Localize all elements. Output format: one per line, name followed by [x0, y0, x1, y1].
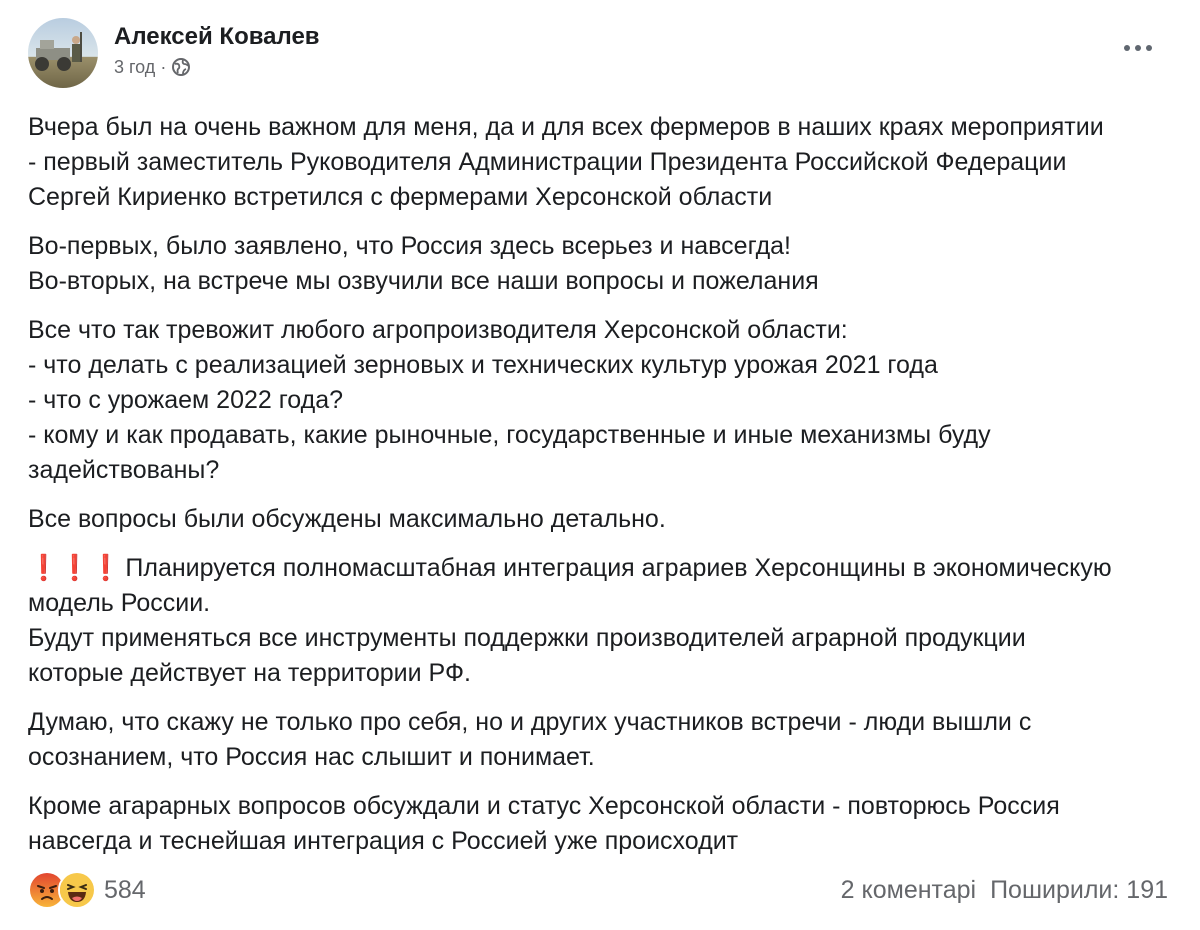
reactions-summary[interactable]: [28, 871, 146, 909]
text-line: Вчера был на очень важном для меня, да и для всех фермеров в наших краях мероприятии: [28, 113, 1104, 141]
text-line: Сергей Кириенко встретился с фермерами Херсонской области: [28, 183, 773, 211]
reaction-count: 584: [104, 875, 146, 904]
text-line: Все что так тревожит любого агропроизводителя Херсонской области:: [28, 316, 848, 344]
post-header: [28, 18, 1168, 98]
text-line: - первый заместитель Руководителя Администрации Президента Российской Федерации: [28, 148, 1067, 176]
text-line: задействованы?: [28, 456, 220, 484]
text-line: Во-вторых, на встрече мы озвучили все наши вопросы и пожелания: [28, 267, 819, 295]
author-avatar[interactable]: [28, 18, 98, 88]
paragraph-6: [28, 705, 1178, 775]
text-line: - кому и как продавать, какие рыночные, государственные и иные механизмы буду: [28, 421, 991, 449]
text-line: Во-первых, было заявлено, что Россия здесь всерьез и навсегда!: [28, 232, 792, 260]
text-line: Думаю, что скажу не только про себя, но и других участников встречи - люди вышли с: [28, 708, 1032, 736]
paragraph-2: [28, 229, 1178, 299]
post-footer: [28, 866, 1168, 914]
globe-icon: [171, 57, 191, 77]
comments-count[interactable]: 2 коментарі: [840, 875, 977, 904]
text-line: - что с урожаем 2022 года?: [28, 386, 344, 414]
text-line: Кроме агарарных вопросов обсуждали и статус Херсонской области - повторюсь Россия: [28, 792, 1060, 820]
text-line: которые действует на территории РФ.: [28, 659, 471, 687]
haha-emoji-icon: [58, 871, 96, 909]
paragraph-3: [28, 313, 1178, 488]
text-line: - что делать с реализацией зерновых и технических культур урожая 2021 года: [28, 351, 938, 379]
text-line: осознанием, что Россия нас слышит и понимает.: [28, 743, 595, 771]
text-segment: Планируется полномасштабная интеграция аграриев Херсонщины в экономическую: [125, 554, 1112, 582]
post-text: [28, 110, 1178, 859]
author-block: [114, 18, 320, 78]
shares-count[interactable]: Поширили: 191: [990, 875, 1168, 904]
text-line: Все вопросы были обсуждены максимально детально.: [28, 505, 666, 533]
meta-separator: ·: [160, 57, 167, 77]
more-options-icon[interactable]: [1116, 36, 1160, 60]
text-line: навсегда и теснейшая интеграция с Россией уже происходит: [28, 827, 739, 855]
author-name[interactable]: Алексей Ковалев: [114, 23, 320, 50]
paragraph-5: [28, 551, 1178, 691]
post-stats: [827, 876, 1168, 905]
text-line: Будут применяться все инструменты поддержки производителей аграрной продукции: [28, 624, 1026, 652]
paragraph-4: [28, 502, 1178, 537]
paragraph-1: [28, 110, 1178, 215]
paragraph-7: [28, 789, 1178, 859]
exclamation-marks-icon: ❗❗❗: [28, 554, 122, 582]
text-line: [28, 551, 1178, 586]
post-meta: [114, 56, 320, 78]
post-time[interactable]: 3 год: [114, 57, 156, 77]
text-line: модель России.: [28, 589, 211, 617]
